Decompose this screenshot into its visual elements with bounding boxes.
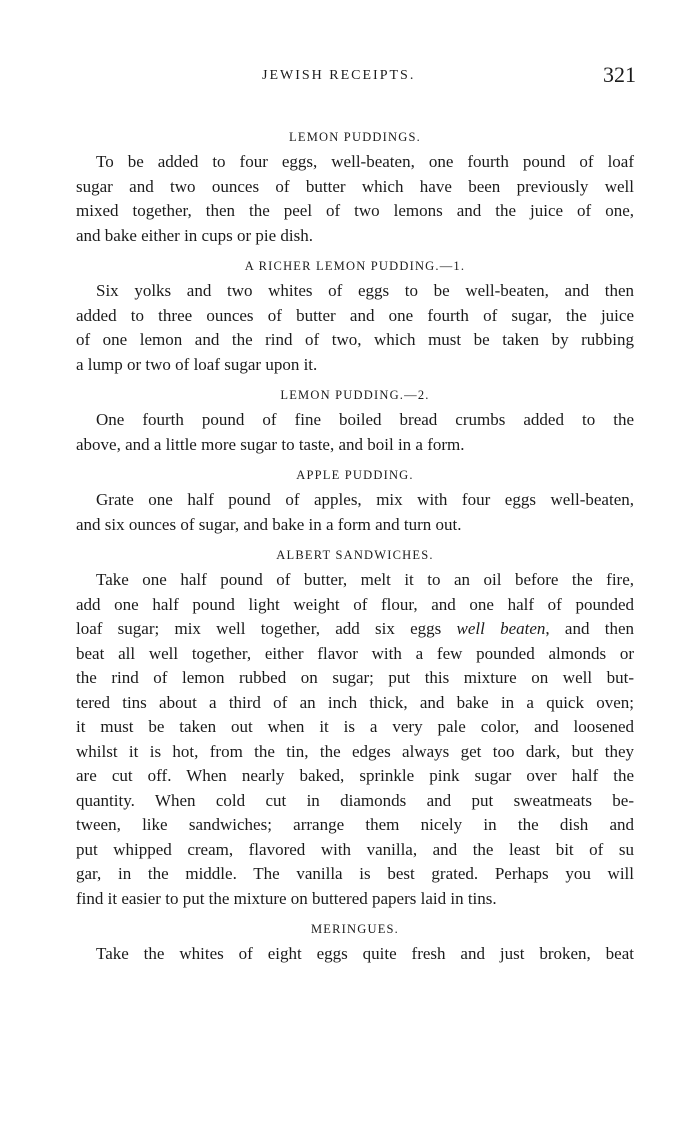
text-line: and bake either in cups or pie dish.	[76, 225, 313, 245]
text-line: Take the whites of eight eggs quite fresh and just broken, beat	[96, 944, 634, 963]
text-line: tered tins about a third of an inch thick, and bake in a quick oven;	[76, 692, 634, 712]
recipe-heading: ALBERT SANDWICHES.	[276, 548, 434, 562]
recipe-albert-sandwiches	[76, 546, 634, 911]
text-line: a lump or two of loaf sugar upon it.	[76, 354, 318, 374]
running-title: JEWISH RECEIPTS.	[262, 68, 416, 83]
recipe-richer-lemon-pudding	[76, 257, 634, 377]
recipe-paragraph	[76, 568, 634, 911]
text-line: gar, in the middle. The vanilla is best grated. Perhaps you will	[76, 864, 634, 883]
text-line: tween, like sandwiches; arrange them nicely in the dish and	[76, 815, 634, 834]
recipe-apple-pudding	[76, 466, 634, 537]
text-line: Six yolks and two whites of eggs to be well-beaten, and then	[96, 281, 634, 300]
recipe-heading: A RICHER LEMON PUDDING.—1.	[244, 259, 466, 273]
recipe-lemon-pudding-2	[76, 386, 634, 457]
text-line: the rind of lemon rubbed on sugar; put this mixture on well but-	[76, 668, 634, 687]
text-line: To be added to four eggs, well-beaten, one fourth pound of loaf	[96, 152, 634, 171]
recipe-heading: LEMON PUDDINGS.	[289, 130, 421, 144]
text-line: quantity. When cold cut in diamonds and put sweatmeats be-	[76, 790, 634, 810]
text-line: put whipped cream, flavored with vanilla, and the least bit of su	[76, 839, 634, 859]
text-fragment: , and then	[545, 619, 634, 638]
text-line	[76, 617, 634, 642]
recipe-meringues	[76, 920, 634, 967]
recipe-heading: APPLE PUDDING.	[296, 468, 414, 482]
text-line: One fourth pound of fine boiled bread crumbs added to the	[96, 410, 634, 429]
text-line: mixed together, then the peel of two lemons and the juice of one,	[76, 201, 634, 220]
text-line: find it easier to put the mixture on buttered papers laid in tins.	[76, 888, 497, 908]
text-line: Take one half pound of butter, melt it to an oil before the fire,	[96, 570, 634, 589]
text-line: and six ounces of sugar, and bake in a form and turn out.	[76, 514, 462, 534]
text-fragment: loaf sugar; mix well together, add six eggs	[76, 619, 457, 638]
text-line: it must be taken out when it is a very pale color, and loosened	[76, 717, 634, 736]
recipe-lemon-puddings	[76, 128, 634, 248]
recipe-heading: LEMON PUDDING.—2.	[280, 388, 430, 402]
text-line: sugar and two ounces of butter which have been previously well	[76, 176, 634, 196]
running-head	[0, 62, 700, 92]
recipe-heading: MERINGUES.	[310, 922, 400, 936]
text-line: of one lemon and the rind of two, which must be taken by rubbing	[76, 330, 634, 349]
recipe-paragraph	[76, 408, 634, 457]
recipe-paragraph	[76, 488, 634, 537]
text-line: above, and a little more sugar to taste, and boil in a form.	[76, 434, 465, 454]
page-body	[76, 128, 634, 976]
page-number: 321	[603, 62, 636, 87]
italic-text: well beaten	[456, 619, 546, 638]
text-line: are cut off. When nearly baked, sprinkle pink sugar over half the	[76, 766, 634, 785]
text-line: add one half pound light weight of flour, and one half of pounded	[76, 594, 634, 614]
recipe-paragraph	[76, 279, 634, 377]
text-line: Grate one half pound of apples, mix with four eggs well-beaten,	[96, 490, 634, 509]
recipe-paragraph	[76, 942, 634, 967]
text-line: beat all well together, either flavor with a few pounded almonds or	[76, 643, 634, 663]
recipe-paragraph	[76, 150, 634, 248]
text-line: whilst it is hot, from the tin, the edges always get too dark, but they	[76, 741, 634, 761]
text-line: added to three ounces of butter and one fourth of sugar, the juice	[76, 305, 634, 325]
